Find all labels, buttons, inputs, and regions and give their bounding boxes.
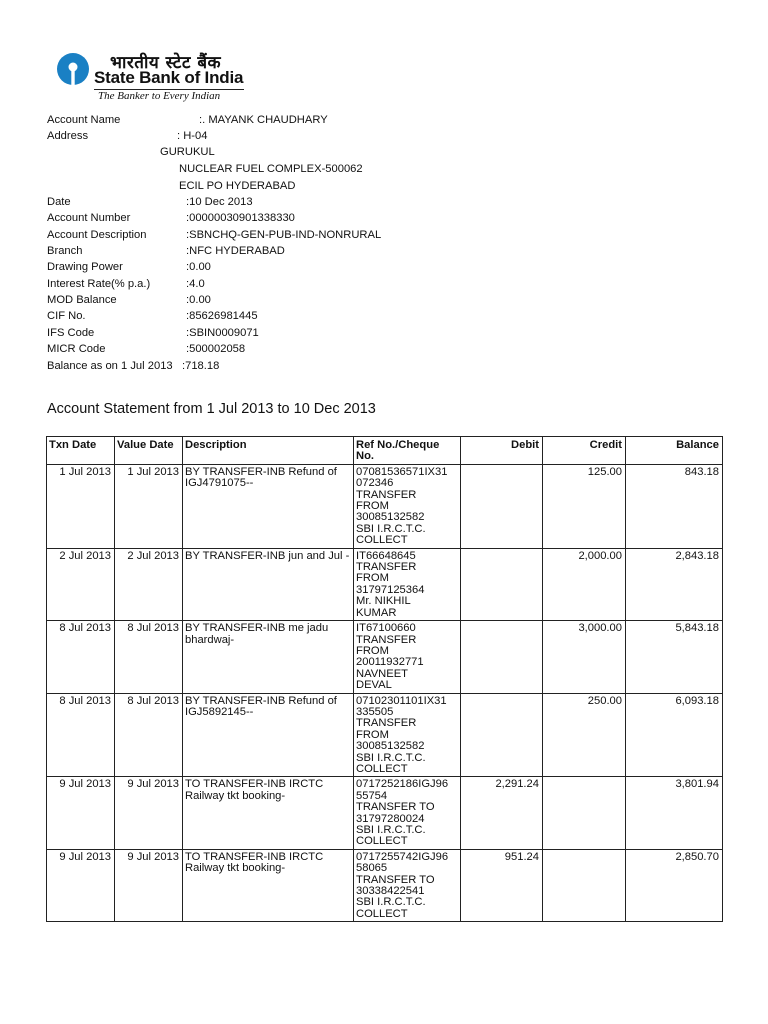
- cell-debit: [461, 548, 543, 620]
- transactions-table: [46, 436, 723, 922]
- date-value: :10 Dec 2013: [186, 196, 253, 208]
- cell-credit: [543, 777, 626, 849]
- cell-txn-date: 9 Jul 2013: [47, 777, 115, 849]
- table-row: [47, 621, 723, 693]
- address-label: Address: [47, 130, 89, 142]
- cell-description: BY TRANSFER-INB me jadu bhardwaj-: [183, 621, 354, 693]
- sbi-logo: [56, 50, 256, 106]
- ifs-code-label: IFS Code: [47, 327, 95, 339]
- micr-code-value: :500002058: [186, 343, 246, 355]
- branch-value: :NFC HYDERABAD: [186, 245, 285, 257]
- cell-value-date: 9 Jul 2013: [115, 849, 183, 921]
- cell-credit: [543, 849, 626, 921]
- cell-credit: 2,000.00: [543, 548, 626, 620]
- address-line-1: : H-04: [177, 130, 208, 142]
- header-ref: Ref No./Cheque No.: [354, 437, 461, 465]
- header-debit: Debit: [461, 437, 543, 465]
- cell-credit: 125.00: [543, 464, 626, 548]
- cell-credit: 3,000.00: [543, 621, 626, 693]
- cell-debit: [461, 693, 543, 777]
- cell-debit: [461, 464, 543, 548]
- table-row: [47, 548, 723, 620]
- cell-description: BY TRANSFER-INB Refund of IGJ4791075--: [183, 464, 354, 548]
- cell-description: TO TRANSFER-INB IRCTC Railway tkt booking-: [183, 849, 354, 921]
- cell-debit: 951.24: [461, 849, 543, 921]
- opening-balance-value: :718.18: [182, 360, 220, 372]
- cell-txn-date: 8 Jul 2013: [47, 621, 115, 693]
- cif-value: :85626981445: [186, 310, 258, 322]
- cif-label: CIF No.: [47, 310, 86, 322]
- cell-description: TO TRANSFER-INB IRCTC Railway tkt booking-: [183, 777, 354, 849]
- branch-label: Branch: [47, 245, 83, 257]
- interest-rate-value: :4.0: [186, 278, 205, 290]
- cell-value-date: 8 Jul 2013: [115, 621, 183, 693]
- address-line-4: ECIL PO HYDERABAD: [179, 180, 296, 192]
- ifs-code-value: :SBIN0009071: [186, 327, 259, 339]
- cell-ref: IT66648645 TRANSFER FROM 31797125364 Mr. NIKHIL KUMAR: [354, 548, 461, 620]
- cell-value-date: 8 Jul 2013: [115, 693, 183, 777]
- table-header-row: [47, 437, 723, 465]
- cell-balance: 2,843.18: [626, 548, 723, 620]
- table-row: [47, 464, 723, 548]
- cell-txn-date: 2 Jul 2013: [47, 548, 115, 620]
- cell-txn-date: 8 Jul 2013: [47, 693, 115, 777]
- cell-description: BY TRANSFER-INB jun and Jul -: [183, 548, 354, 620]
- opening-balance-label: Balance as on 1 Jul 2013: [47, 360, 173, 372]
- address-line-2: GURUKUL: [160, 146, 215, 158]
- cell-ref: 0717252186IGJ96 55754 TRANSFER TO 31797280024 SBI I.R.C.T.C. COLLECT: [354, 777, 461, 849]
- bank-name: State Bank of India: [94, 68, 244, 87]
- account-name-label: Account Name: [47, 114, 121, 126]
- header-balance: Balance: [626, 437, 723, 465]
- cell-ref: 0717255742IGJ96 58065 TRANSFER TO 30338422541 SBI I.R.C.T.C. COLLECT: [354, 849, 461, 921]
- table-row: [47, 849, 723, 921]
- date-label: Date: [47, 196, 71, 208]
- cell-ref: 07081536571IX31 072346 TRANSFER FROM 30085132582 SBI I.R.C.T.C. COLLECT: [354, 464, 461, 548]
- drawing-power-value: :0.00: [186, 261, 211, 273]
- cell-ref: IT67100660 TRANSFER FROM 20011932771 NAVNEET DEVAL: [354, 621, 461, 693]
- cell-description: BY TRANSFER-INB Refund of IGJ5892145--: [183, 693, 354, 777]
- table-row: [47, 777, 723, 849]
- cell-balance: 2,850.70: [626, 849, 723, 921]
- cell-txn-date: 9 Jul 2013: [47, 849, 115, 921]
- cell-ref: 07102301101IX31 335505 TRANSFER FROM 30085132582 SBI I.R.C.T.C. COLLECT: [354, 693, 461, 777]
- sbi-keyhole-icon: [56, 52, 90, 86]
- header-credit: Credit: [543, 437, 626, 465]
- header-description: Description: [183, 437, 354, 465]
- cell-balance: 843.18: [626, 464, 723, 548]
- mod-balance-label: MOD Balance: [47, 294, 117, 306]
- cell-value-date: 2 Jul 2013: [115, 548, 183, 620]
- cell-value-date: 9 Jul 2013: [115, 777, 183, 849]
- cell-txn-date: 1 Jul 2013: [47, 464, 115, 548]
- cell-balance: 3,801.94: [626, 777, 723, 849]
- cell-balance: 6,093.18: [626, 693, 723, 777]
- cell-value-date: 1 Jul 2013: [115, 464, 183, 548]
- bank-name-hindi: भारतीय स्टेट बैंक: [110, 53, 222, 73]
- cell-debit: 2,291.24: [461, 777, 543, 849]
- statement-title: Account Statement from 1 Jul 2013 to 10 Dec 2013: [47, 401, 376, 417]
- micr-code-label: MICR Code: [47, 343, 106, 355]
- interest-rate-label: Interest Rate(% p.a.): [47, 278, 151, 290]
- mod-balance-value: :0.00: [186, 294, 211, 306]
- drawing-power-label: Drawing Power: [47, 261, 123, 273]
- header-value-date: Value Date: [115, 437, 183, 465]
- cell-balance: 5,843.18: [626, 621, 723, 693]
- cell-debit: [461, 621, 543, 693]
- header-txn-date: Txn Date: [47, 437, 115, 465]
- account-description-label: Account Description: [47, 229, 147, 241]
- table-row: [47, 693, 723, 777]
- account-number-label: Account Number: [47, 212, 131, 224]
- transactions-body: [47, 464, 723, 921]
- bank-tagline: The Banker to Every Indian: [98, 90, 221, 102]
- cell-credit: 250.00: [543, 693, 626, 777]
- account-description-value: :SBNCHQ-GEN-PUB-IND-NONRURAL: [186, 229, 382, 241]
- account-name-value: :. MAYANK CHAUDHARY: [199, 114, 328, 126]
- account-number-value: :00000030901338330: [186, 212, 295, 224]
- address-line-3: NUCLEAR FUEL COMPLEX-500062: [179, 163, 363, 175]
